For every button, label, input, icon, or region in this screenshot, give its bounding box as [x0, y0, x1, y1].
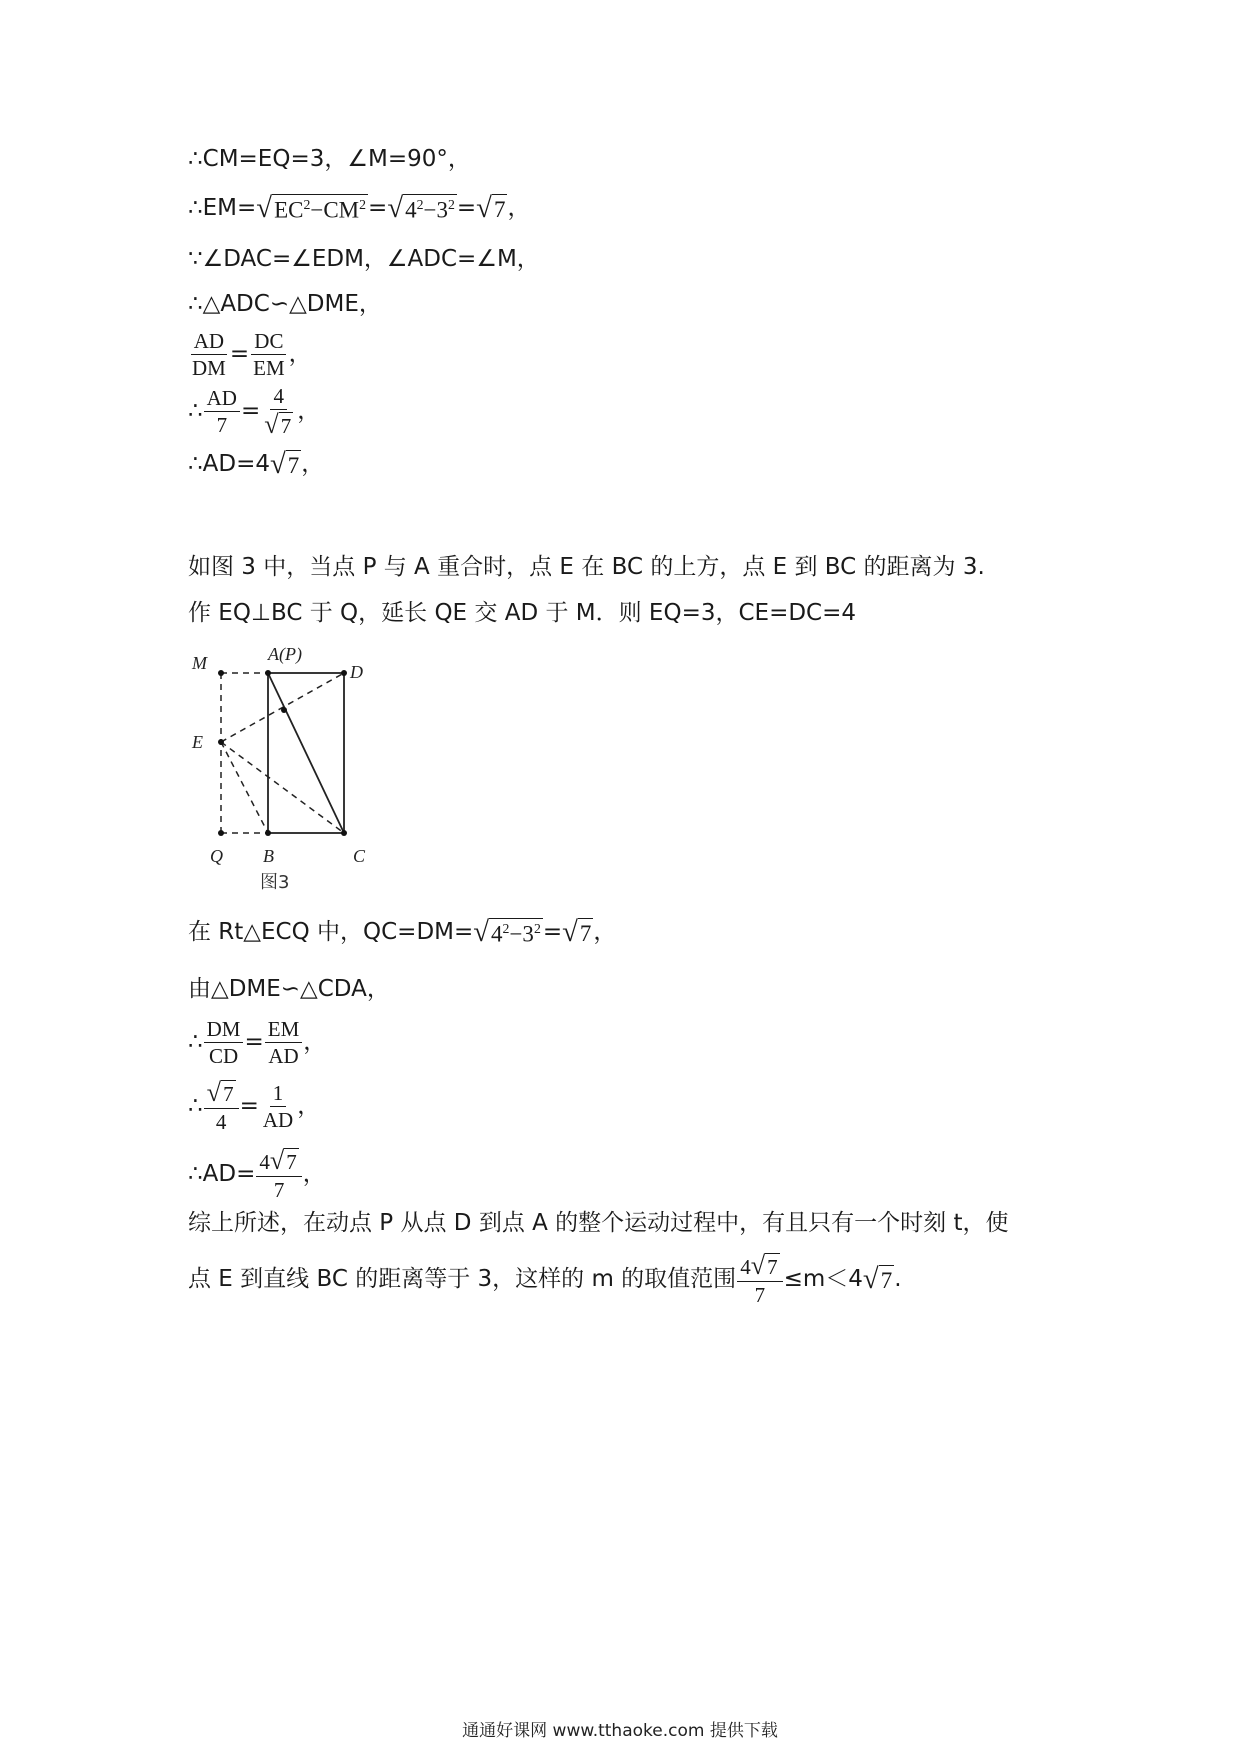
- figure-3: [188, 640, 388, 899]
- line-similar-2: 由△DME∽△CDA，: [188, 976, 390, 1002]
- fraction: 4 √ 7: [264, 384, 292, 440]
- sqrt-ec-cm: √ $EC^2-CM^2$: [256, 192, 367, 224]
- figure-caption: 图3: [260, 872, 290, 893]
- fraction: $\frac{AD}{DM}$: [192, 329, 226, 381]
- line-angles: ∵∠DAC=∠EDM，∠ADC=∠M，: [188, 246, 540, 272]
- point-intersection: [281, 707, 287, 713]
- sqrt-4-3: √ $4^2-3^2$: [387, 192, 455, 224]
- page-footer: 通通好课网 www.tthaoke.com 提供下载: [462, 1721, 778, 1741]
- fraction: 4 √ 7 7: [256, 1148, 301, 1201]
- label-m: M: [192, 653, 207, 673]
- label-b: B: [263, 846, 274, 866]
- point-a: [265, 670, 271, 676]
- line-ratio-4: ∴ √ 7 4 = $\frac{1}{AD}$ ，: [188, 1078, 321, 1135]
- paragraph-conclusion: 综上所述，在动点 P 从点 D 到点 A 的整个运动过程中，有且只有一个时刻 t，使: [188, 1210, 1009, 1236]
- paragraph-fig3-intro: 如图 3 中，当点 P 与 A 重合时，点 E 在 BC 的上方，点 E 到 BC 的距离为 3.: [188, 554, 985, 580]
- sqrt-7: √ 7: [862, 1263, 893, 1296]
- label-d: D: [350, 662, 363, 682]
- line-ratio-1: $\frac{AD}{DM}$ = $\frac{DC}{EM}$ ，: [188, 330, 312, 379]
- line-ad-result-1: ∴AD=4 √ 7 ，: [188, 448, 325, 480]
- paragraph-construction: 作 EQ⊥BC 于 Q，延长 QE 交 AD 于 M．则 EQ=3，CE=DC=4: [188, 600, 857, 626]
- line-em-formula: ∴EM= √ $EC^2-CM^2$ = √ $4^2-3^2$ = √ 7 ，: [188, 192, 531, 224]
- label-q: Q: [210, 846, 223, 866]
- line-cm-eq: ∴CM=EQ=3，∠M=90°，: [188, 146, 471, 172]
- segment-ec: [221, 742, 344, 833]
- fraction: √ 7 4: [204, 1080, 239, 1133]
- geometry-diagram: [188, 640, 388, 895]
- line-range: 点 E 到直线 BC 的距离等于 3，这样的 m 的取值范围 4 √ 7 7 ≤m＜4 √ 7 .: [188, 1251, 902, 1308]
- line-ratio-3: ∴ $\frac{DM}{CD}$ = $\frac{EM}{AD}$ ，: [188, 1017, 327, 1069]
- label-a-p: A(P): [268, 644, 302, 664]
- point-b: [265, 830, 271, 836]
- point-c: [341, 830, 347, 836]
- line-ratio-2: ∴ $\frac{AD}{7}$ = 4 √ 7 ，: [188, 384, 321, 440]
- point-e: [218, 739, 224, 745]
- fraction: 4 √ 7 7: [737, 1253, 782, 1306]
- fraction: $\frac{DC}{EM}$: [253, 329, 285, 381]
- fraction: $\frac{1}{AD}$: [262, 1081, 294, 1133]
- point-d: [341, 670, 347, 676]
- line-similar-1: ∴△ADC∽△DME，: [188, 291, 382, 317]
- line-qc-dm: 在 Rt△ECQ 中，QC=DM= √ $4^2-3^2$ = √ 7 ，: [188, 916, 617, 948]
- sqrt-7: √ 7: [476, 192, 506, 224]
- sqrt-4-3: √ $4^2-3^2$: [473, 916, 541, 948]
- sqrt-7: √ 7: [269, 448, 300, 480]
- line-ad-result-2: ∴AD= 4 √ 7 7 ，: [188, 1146, 326, 1203]
- segment-eb: [221, 742, 268, 833]
- label-e: E: [192, 732, 203, 752]
- point-q: [218, 830, 224, 836]
- sqrt-7: √ 7: [562, 916, 592, 948]
- point-m: [218, 670, 224, 676]
- fraction: $\frac{AD}{7}$: [204, 387, 240, 436]
- fraction: $\frac{EM}{AD}$: [265, 1018, 303, 1067]
- label-c: C: [353, 846, 366, 866]
- fraction: $\frac{DM}{CD}$: [204, 1018, 244, 1067]
- segment-ac: [268, 673, 344, 833]
